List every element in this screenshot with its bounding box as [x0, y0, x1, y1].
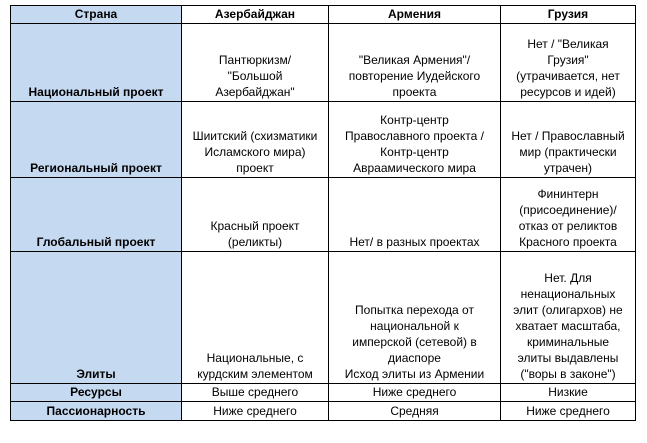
cell-armenia-passionarity: Средняя	[329, 402, 501, 421]
row-resources	[11, 384, 636, 402]
row-label-national-project: Национальный проект	[11, 24, 182, 102]
header-armenia: Армения	[329, 6, 501, 24]
cell-georgia-passionarity: Ниже среднего	[501, 402, 636, 421]
cell-azerbaijan-passionarity: Ниже среднего	[182, 402, 329, 421]
cell-georgia-regional: Нет / Православный мир (практически утрачен)	[501, 102, 636, 178]
row-label-regional-project: Региональный проект	[11, 102, 182, 178]
row-elites	[11, 252, 636, 384]
cell-georgia-resources: Низкие	[501, 384, 636, 402]
row-regional-project	[11, 102, 636, 178]
row-global-project	[11, 178, 636, 252]
row-passionarity	[11, 402, 636, 421]
comparison-table	[10, 5, 636, 421]
cell-azerbaijan-elites: Национальные, с курдским элементом	[182, 252, 329, 384]
row-national-project	[11, 24, 636, 102]
cell-armenia-national: "Великая Армения"/ повторение Иудейского проекта	[329, 24, 501, 102]
cell-armenia-global: Нет/ в разных проектах	[329, 178, 501, 252]
cell-azerbaijan-national: Пантюркизм/ "Большой Азербайджан"	[182, 24, 329, 102]
header-country: Страна	[11, 6, 182, 24]
header-georgia: Грузия	[501, 6, 636, 24]
cell-armenia-regional: Контр-центр Православного проекта / Контр-центр Авраамического мира	[329, 102, 501, 178]
row-label-passionarity: Пассионарность	[11, 402, 182, 421]
row-label-elites: Элиты	[11, 252, 182, 384]
row-label-resources: Ресурсы	[11, 384, 182, 402]
cell-georgia-elites: Нет. Для ненациональных элит (олигархов) не хватает масштаба, криминальные элиты выдавлены ("воры в законе")	[501, 252, 636, 384]
cell-armenia-elites: Попытка перехода от национальной к имперской (сетевой) в диаспоре Исход элиты из Армении	[329, 252, 501, 384]
cell-armenia-resources: Ниже среднего	[329, 384, 501, 402]
row-label-global-project: Глобальный проект	[11, 178, 182, 252]
cell-azerbaijan-regional: Шиитский (схизматики Исламского мира) проект	[182, 102, 329, 178]
header-row	[11, 6, 636, 24]
cell-azerbaijan-resources: Выше среднего	[182, 384, 329, 402]
cell-georgia-global: Фининтерн (присоединение)/ отказ от реликтов Красного проекта	[501, 178, 636, 252]
cell-georgia-national: Нет / "Великая Грузия" (утрачивается, нет ресурсов и идей)	[501, 24, 636, 102]
header-azerbaijan: Азербайджан	[182, 6, 329, 24]
cell-azerbaijan-global: Красный проект (реликты)	[182, 178, 329, 252]
